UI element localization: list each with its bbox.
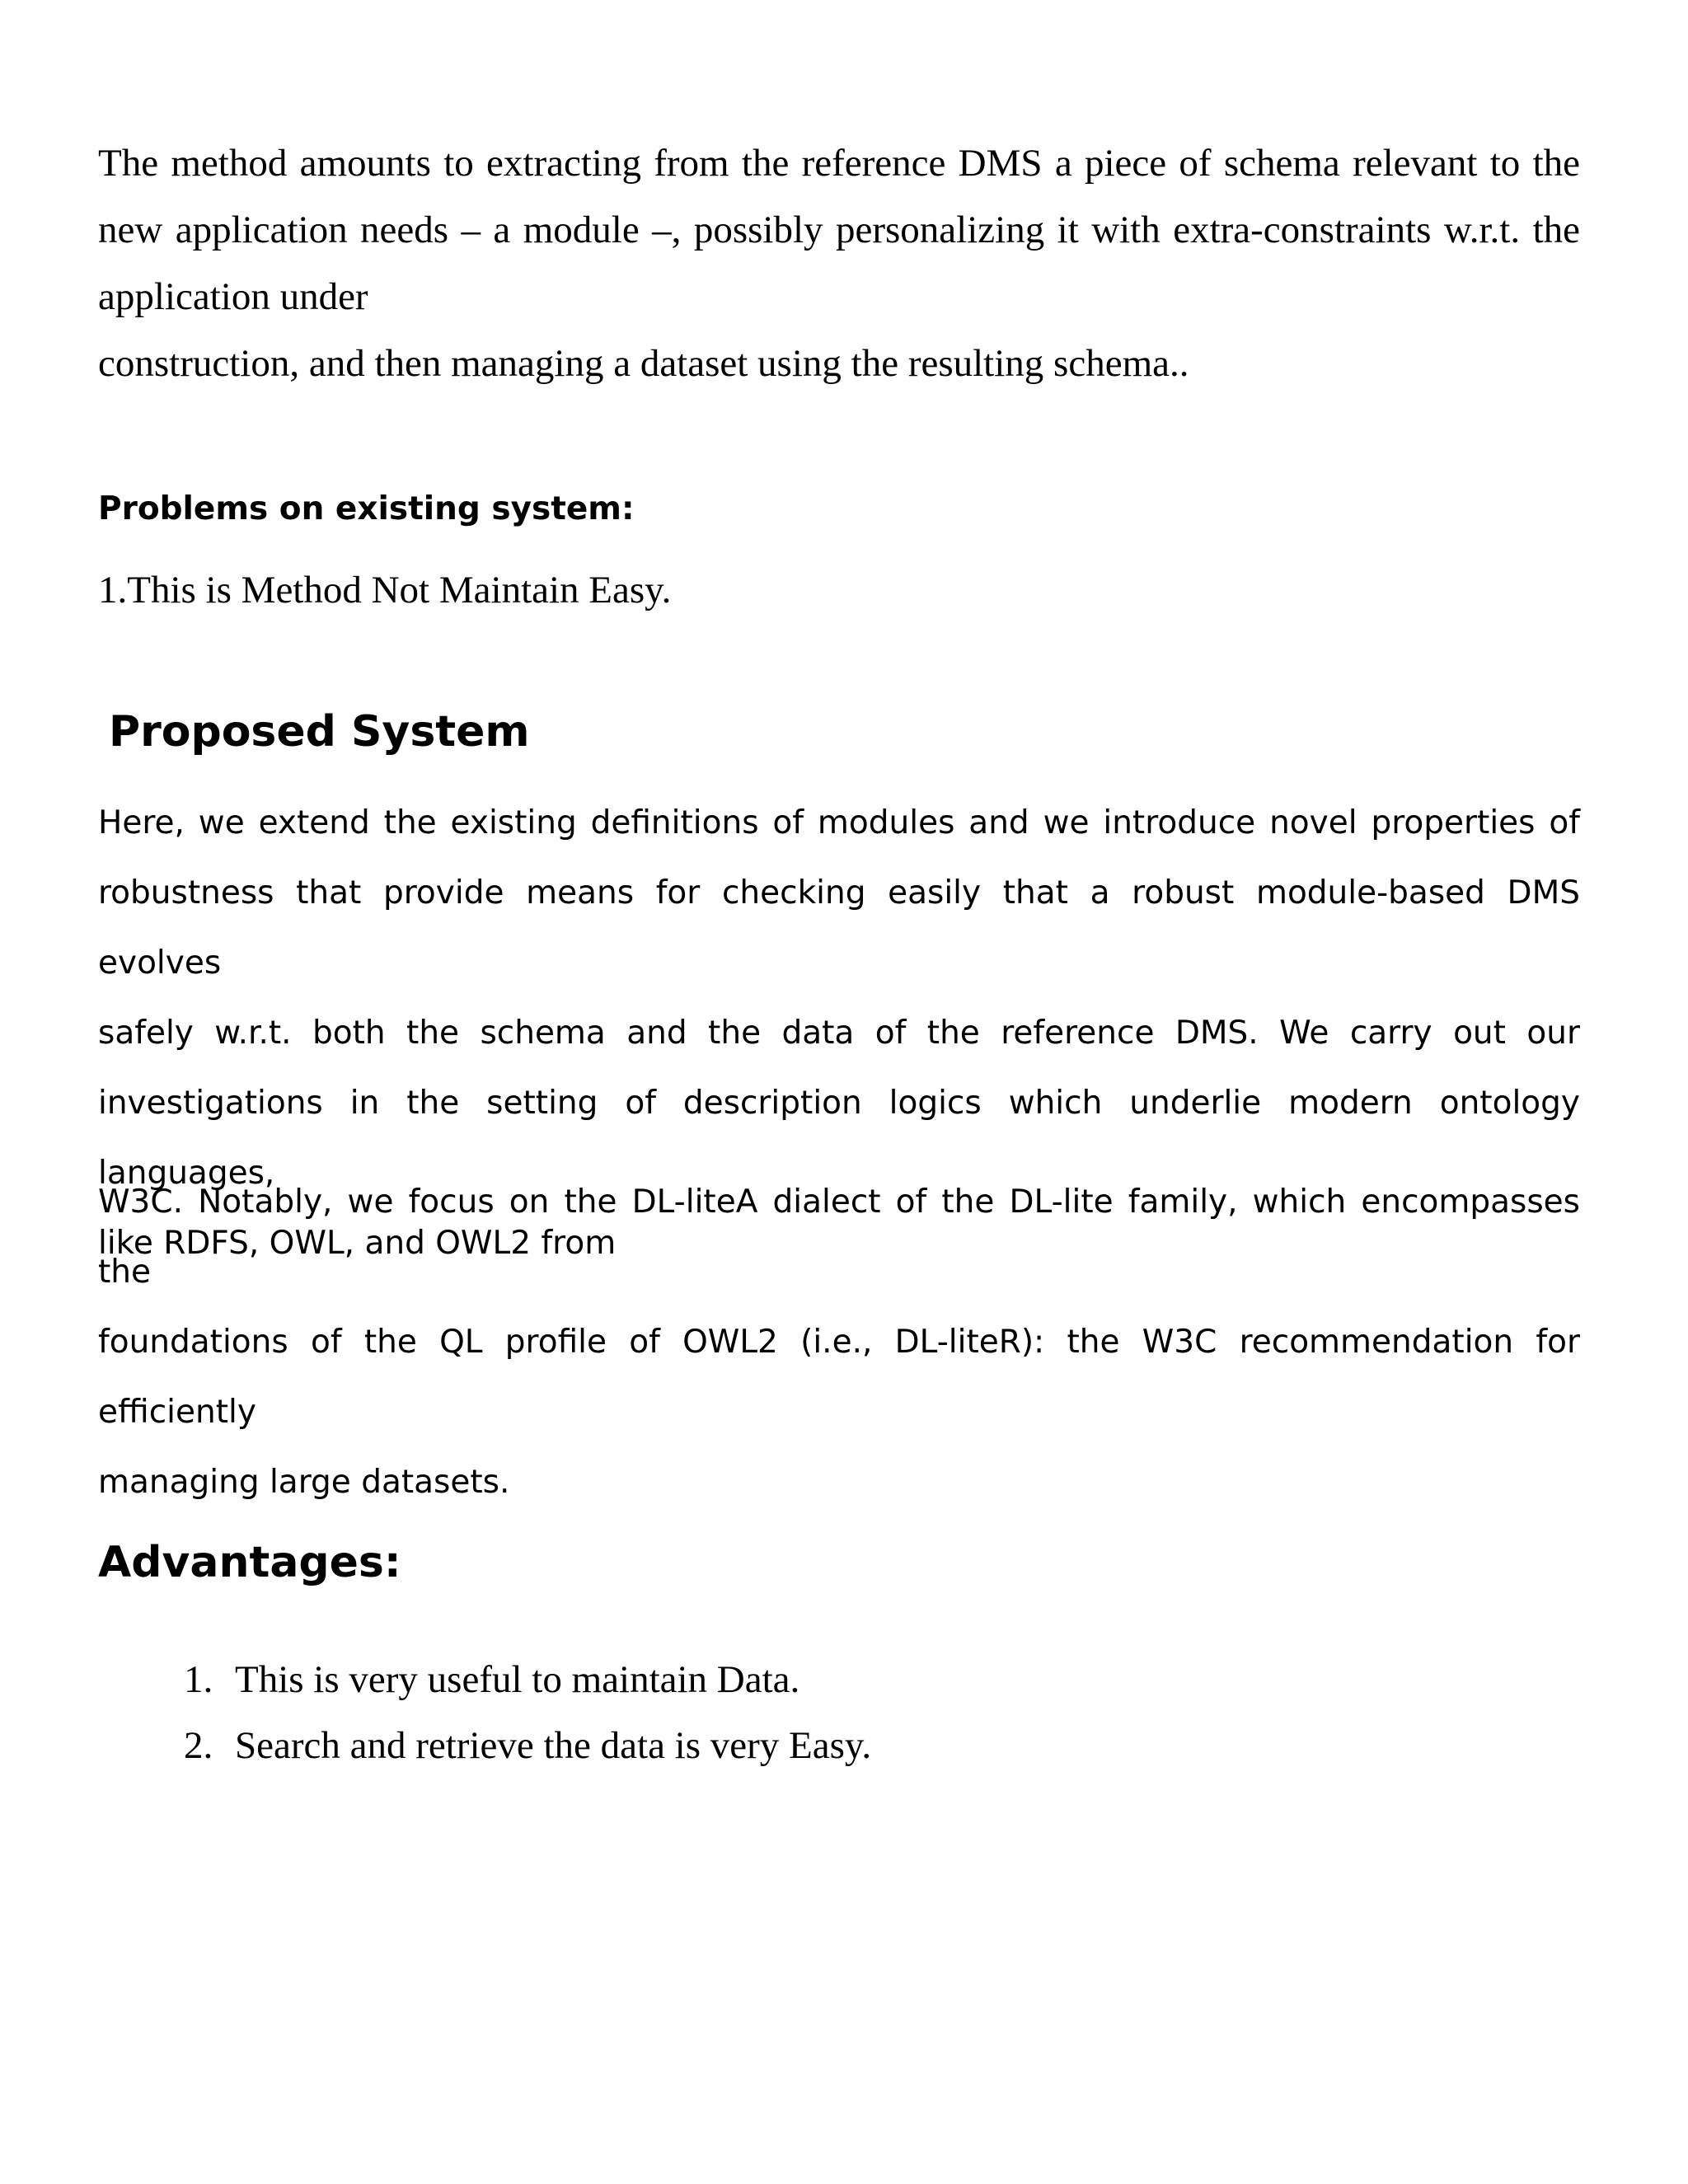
paragraph-line: investigations in the setting of description logics which underlie modern ontology languages,	[98, 1085, 1580, 1192]
intro-line: new application needs – a module –, possibly personalizing it with extra-constraints w.r.t. the	[98, 209, 1580, 251]
paragraph-line: safely w.r.t. both the schema and the data of the reference DMS. We carry out our	[98, 1015, 1580, 1052]
proposed-paragraph-2	[98, 1167, 1580, 1517]
problems-heading: Problems on existing system:	[98, 490, 635, 527]
paragraph-line: W3C. Notably, we focus on the DL-liteA dialect of the DL-lite family, which encompasses the	[98, 1183, 1580, 1291]
paragraph-line: like RDFS, OWL, and OWL2 from	[98, 1225, 617, 1262]
list-item	[184, 1713, 871, 1779]
list-item	[184, 1647, 871, 1713]
paragraph-line: foundations of the QL profile of OWL2 (i.e., DL-liteR): the W3C recommendation for efficiently	[98, 1324, 1580, 1431]
intro-line: construction, and then managing a dataset using the resulting schema..	[98, 342, 1189, 385]
advantages-heading: Advantages:	[98, 1538, 401, 1587]
list-item-number: 1.	[184, 1658, 213, 1701]
list-item-number: 2.	[184, 1724, 213, 1767]
intro-line: application under	[98, 275, 368, 318]
list-item-text: Search and retrieve the data is very Easy.	[235, 1724, 872, 1767]
advantages-list	[184, 1647, 871, 1779]
intro-line: The method amounts to extracting from the reference DMS a piece of schema relevant to the	[98, 142, 1580, 185]
paragraph-line: managing large datasets.	[98, 1464, 510, 1501]
intro-paragraph	[98, 130, 1580, 397]
list-item-text: This is very useful to maintain Data.	[235, 1658, 800, 1701]
proposed-heading: Proposed System	[109, 707, 530, 757]
problem-item: 1.This is Method Not Maintain Easy.	[98, 569, 672, 612]
paragraph-line: Here, we extend the existing definitions of modules and we introduce novel properties of	[98, 804, 1580, 841]
paragraph-line: robustness that provide means for checking easily that a robust module-based DMS evolves	[98, 874, 1580, 982]
